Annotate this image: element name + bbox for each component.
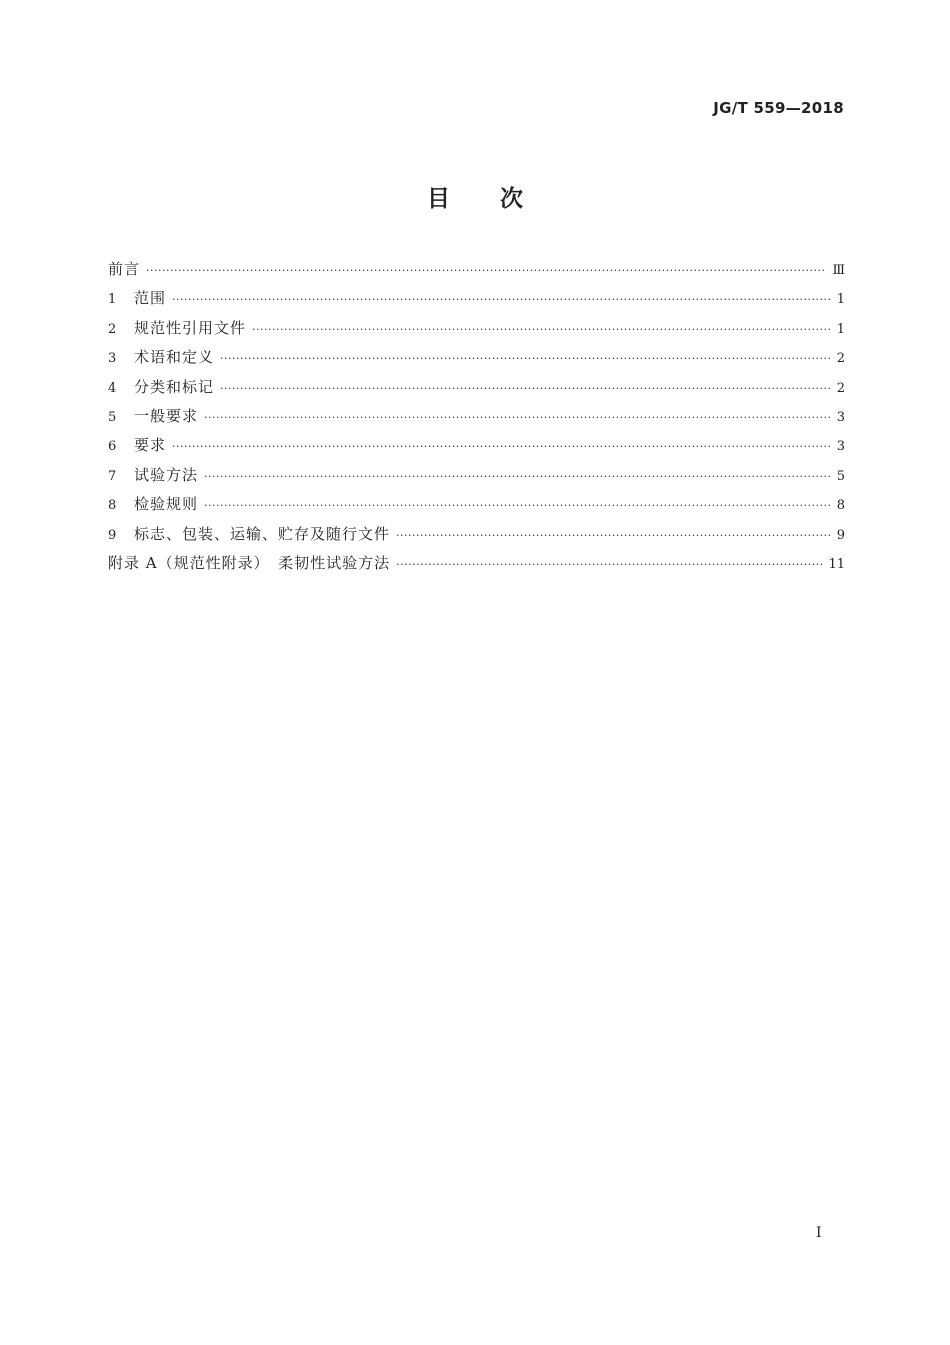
toc-entry-label: 试验方法 — [134, 465, 199, 484]
toc-dot-leader — [220, 352, 831, 365]
toc-entry-label: 术语和定义 — [134, 348, 215, 367]
toc-entry-page: 1 — [836, 292, 845, 308]
toc-entry-label: 附录 A（规范性附录） 柔韧性试验方法 — [108, 553, 391, 572]
toc-entry-8[interactable] — [108, 493, 845, 522]
toc-dot-leader — [172, 440, 831, 453]
toc-entry-preface[interactable] — [108, 258, 845, 287]
toc-entry-2[interactable] — [108, 317, 845, 346]
toc-dot-leader — [204, 470, 831, 483]
toc-entry-label: 分类和标记 — [134, 377, 215, 396]
toc-entry-page: 2 — [836, 351, 845, 367]
toc-entry-6[interactable] — [108, 434, 845, 463]
toc-entry-number: 5 — [108, 409, 117, 425]
toc-entry-label: 范围 — [134, 289, 167, 308]
toc-entry-number: 1 — [108, 292, 117, 308]
toc-entry-page: 2 — [836, 380, 845, 396]
toc-entry-page: Ⅲ — [832, 263, 845, 278]
toc-entry-page: 9 — [836, 527, 845, 543]
toc-entry-label: 规范性引用文件 — [134, 318, 247, 337]
toc-dot-leader — [252, 323, 831, 336]
toc-entry-4[interactable] — [108, 376, 845, 405]
toc-entry-number: 7 — [108, 468, 117, 484]
toc-dot-leader — [146, 264, 826, 277]
toc-entry-number: 9 — [108, 527, 117, 543]
toc-entry-7[interactable] — [108, 464, 845, 493]
toc-entry-page: 5 — [836, 468, 845, 484]
toc-entry-label: 检验规则 — [134, 495, 199, 514]
toc-entry-appendix-a[interactable] — [108, 552, 845, 581]
toc-entry-number: 4 — [108, 380, 117, 396]
toc-entry-9[interactable] — [108, 523, 845, 552]
toc-entry-page: 3 — [836, 439, 845, 455]
toc-dot-leader — [220, 382, 831, 395]
toc-entry-number: 2 — [108, 321, 117, 337]
toc-entry-label: 要求 — [134, 436, 167, 455]
page-title: 目次 — [427, 186, 573, 212]
toc-entry-label: 标志、包装、运输、贮存及随行文件 — [134, 524, 391, 543]
toc-dot-leader — [172, 293, 831, 306]
table-of-contents — [108, 258, 845, 581]
toc-entry-1[interactable] — [108, 287, 845, 316]
toc-entry-number: 8 — [108, 498, 117, 514]
toc-entry-3[interactable] — [108, 346, 845, 375]
toc-entry-label: 一般要求 — [134, 406, 199, 425]
toc-entry-label: 前言 — [108, 260, 141, 278]
page-number: Ⅰ — [816, 1225, 822, 1241]
toc-dot-leader — [204, 411, 831, 424]
toc-dot-leader — [396, 529, 831, 542]
toc-entry-number: 6 — [108, 439, 117, 455]
toc-entry-page: 11 — [828, 556, 845, 572]
toc-entry-page: 1 — [836, 321, 845, 337]
toc-dot-leader — [204, 499, 831, 512]
standard-code: JG/T 559—2018 — [713, 99, 844, 117]
toc-entry-page: 3 — [836, 409, 845, 425]
toc-entry-page: 8 — [836, 498, 845, 514]
toc-entry-5[interactable] — [108, 405, 845, 434]
toc-dot-leader — [396, 558, 822, 571]
toc-entry-number: 3 — [108, 351, 117, 367]
